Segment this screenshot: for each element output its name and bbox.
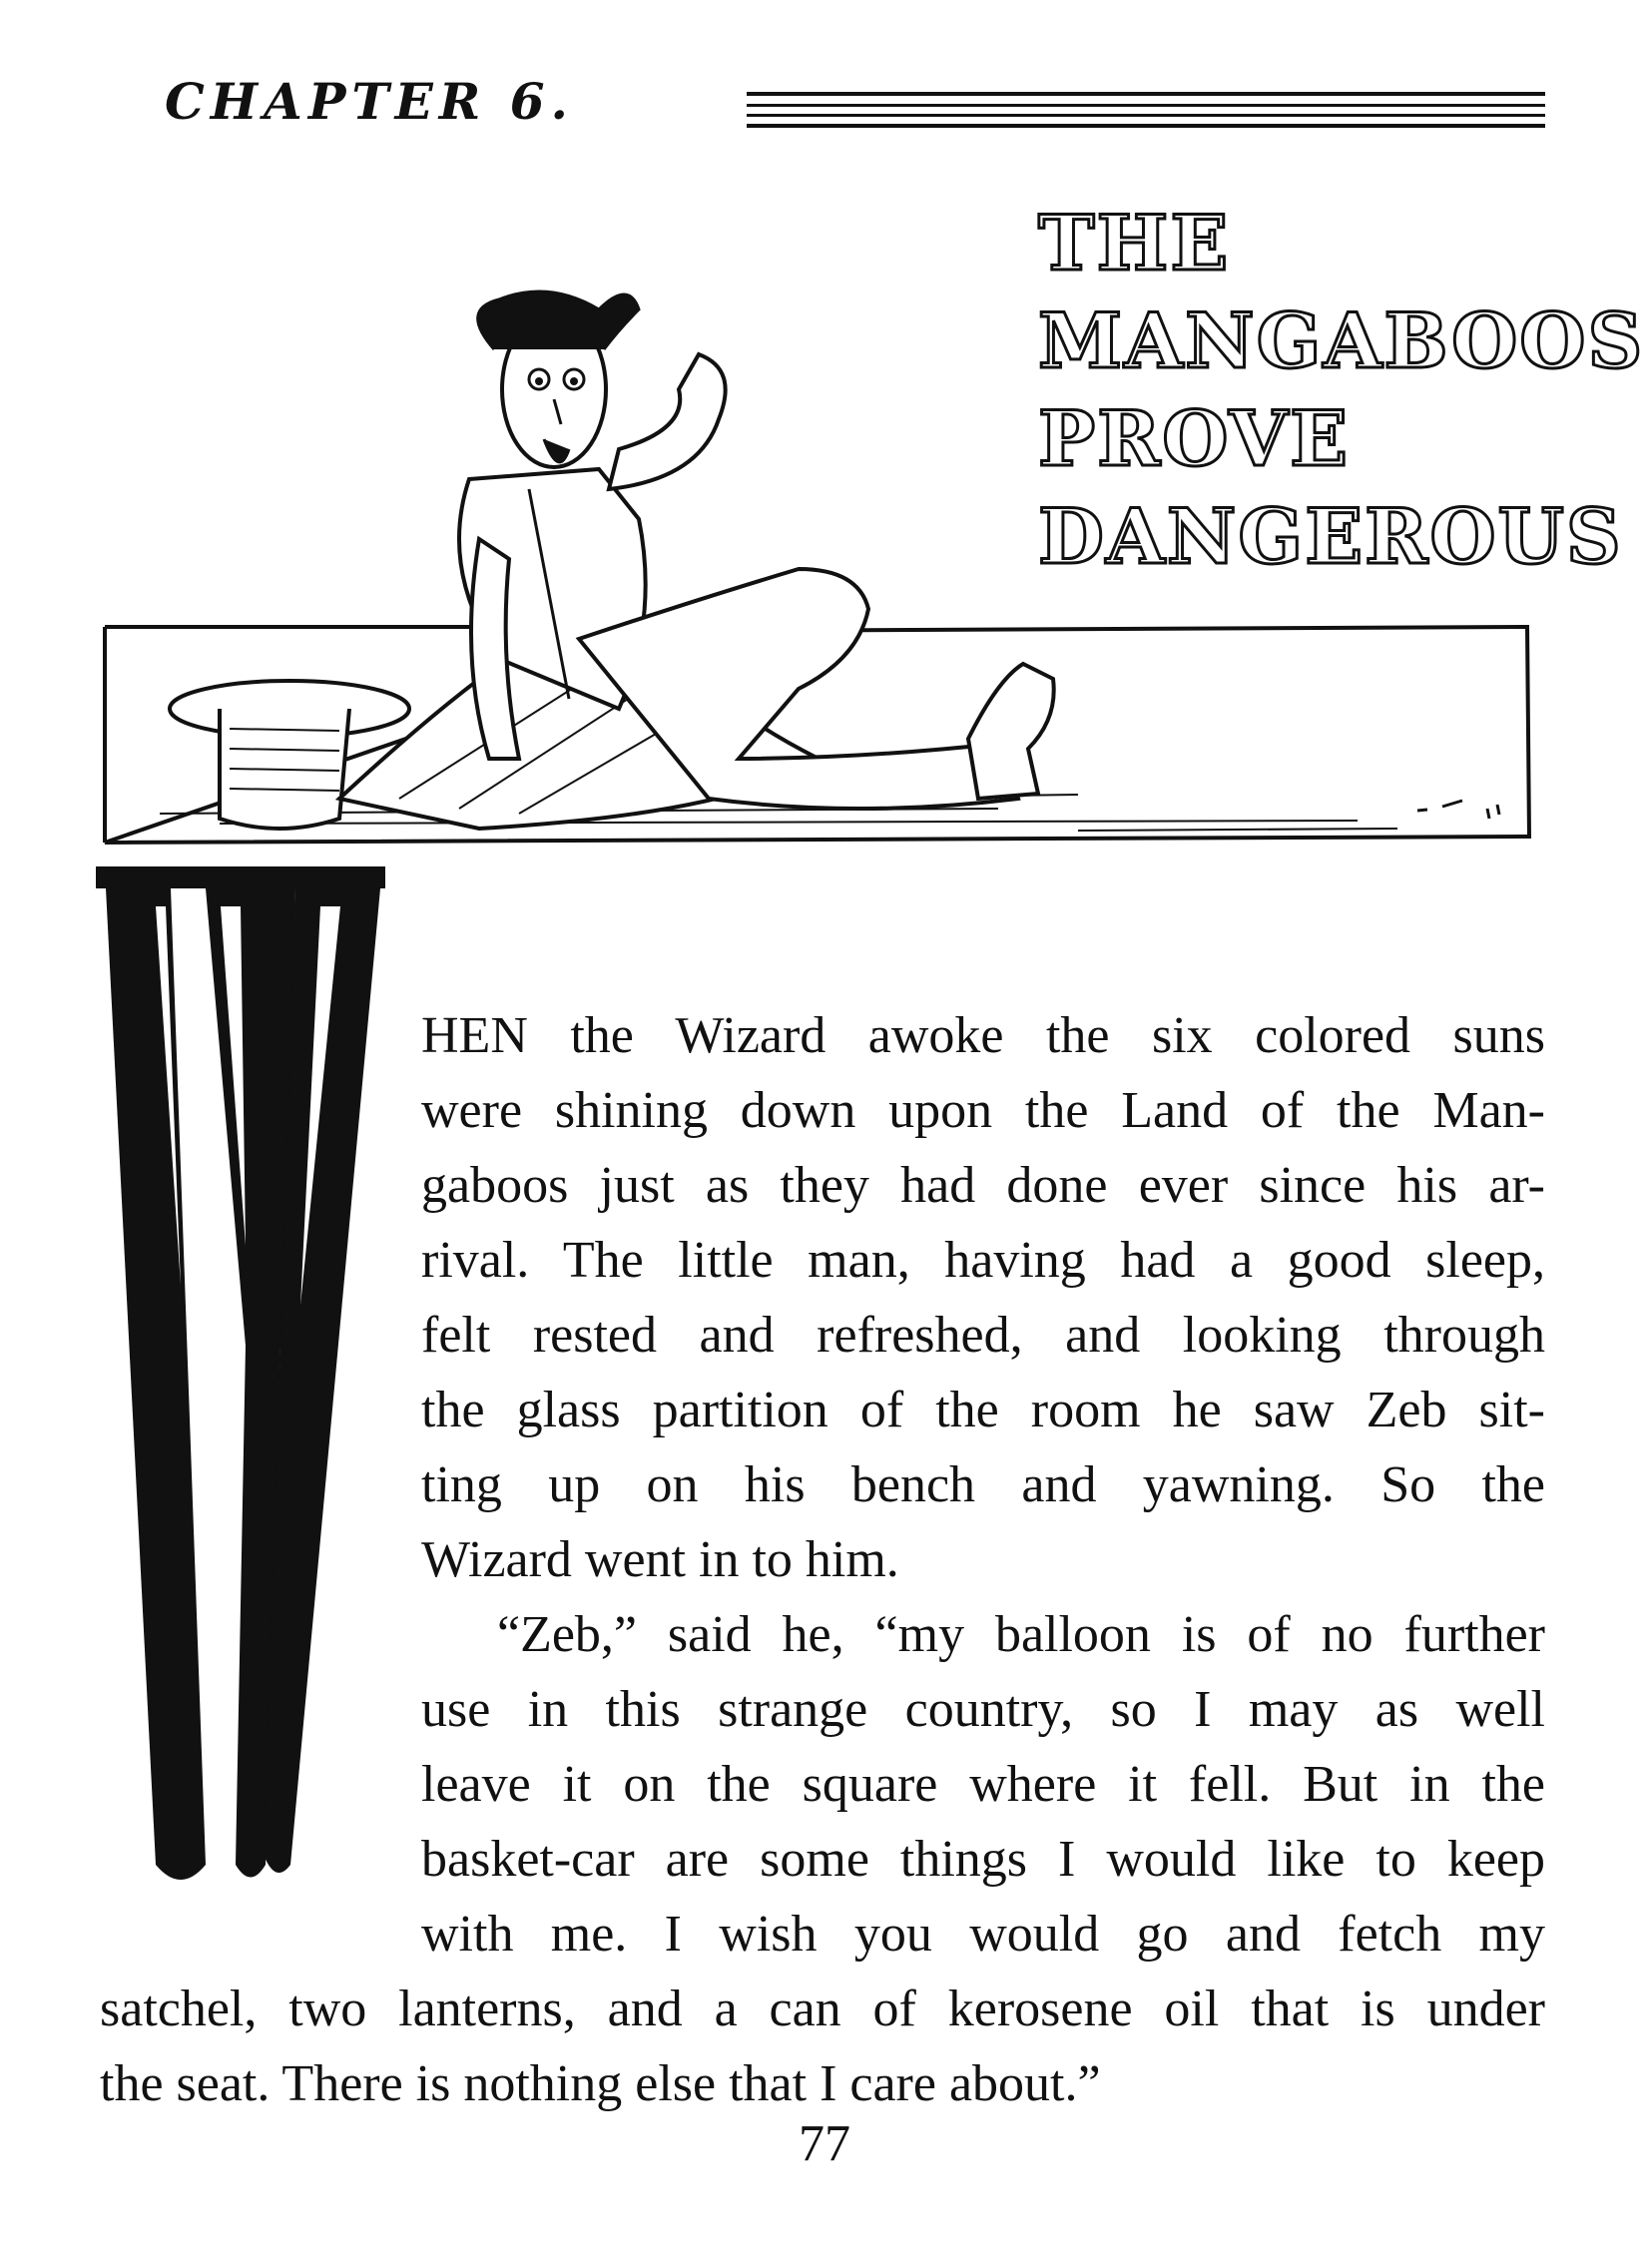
text-line: the glass partition of the room he saw Zeb sit- <box>421 1382 1545 1438</box>
text-line: leave it on the square where it fell. But in the <box>421 1756 1545 1813</box>
text-line: were shining down upon the Land of the Man- <box>421 1082 1545 1139</box>
chapter-title-line: PROVE <box>1038 394 1351 483</box>
text-line: with me. I wish you would go and fetch my <box>421 1906 1545 1963</box>
text-line: use in this strange country, so I may as well <box>421 1681 1545 1738</box>
chapter-title-line: MANGABOOS <box>1038 296 1645 385</box>
text-line: felt rested and refreshed, and looking through <box>421 1307 1545 1364</box>
text-line: the seat. There is nothing else that I care about.” <box>100 2055 1101 2112</box>
text-line: basket-car are some things I would like to keep <box>421 1831 1545 1888</box>
chapter-title-line: THE <box>1038 199 1231 287</box>
text-line: Wizard went in to him. <box>421 1531 899 1588</box>
chapter-title-line: DANGEROUS <box>1038 492 1623 581</box>
text-line: “Zeb,” said he, “my balloon is of no further <box>497 1606 1545 1663</box>
wizard-head-drawing <box>478 291 639 467</box>
text-line: satchel, two lanterns, and a can of kerosene oil that is under <box>100 1981 1545 2037</box>
body-text <box>100 998 1545 2121</box>
chapter-heading: CHAPTER 6. <box>165 72 574 131</box>
page-number: 77 <box>799 2115 850 2172</box>
text-line: HEN the Wizard awoke the six colored suns <box>421 1007 1545 1064</box>
text-line: ting up on his bench and yawning. So the <box>421 1456 1545 1513</box>
chapter-title <box>1038 195 1645 586</box>
text-line: gaboos just as they had done ever since his ar- <box>421 1157 1545 1214</box>
chapter-heading-rules <box>747 92 1545 136</box>
text-line: rival. The little man, having had a good sleep, <box>421 1232 1545 1289</box>
